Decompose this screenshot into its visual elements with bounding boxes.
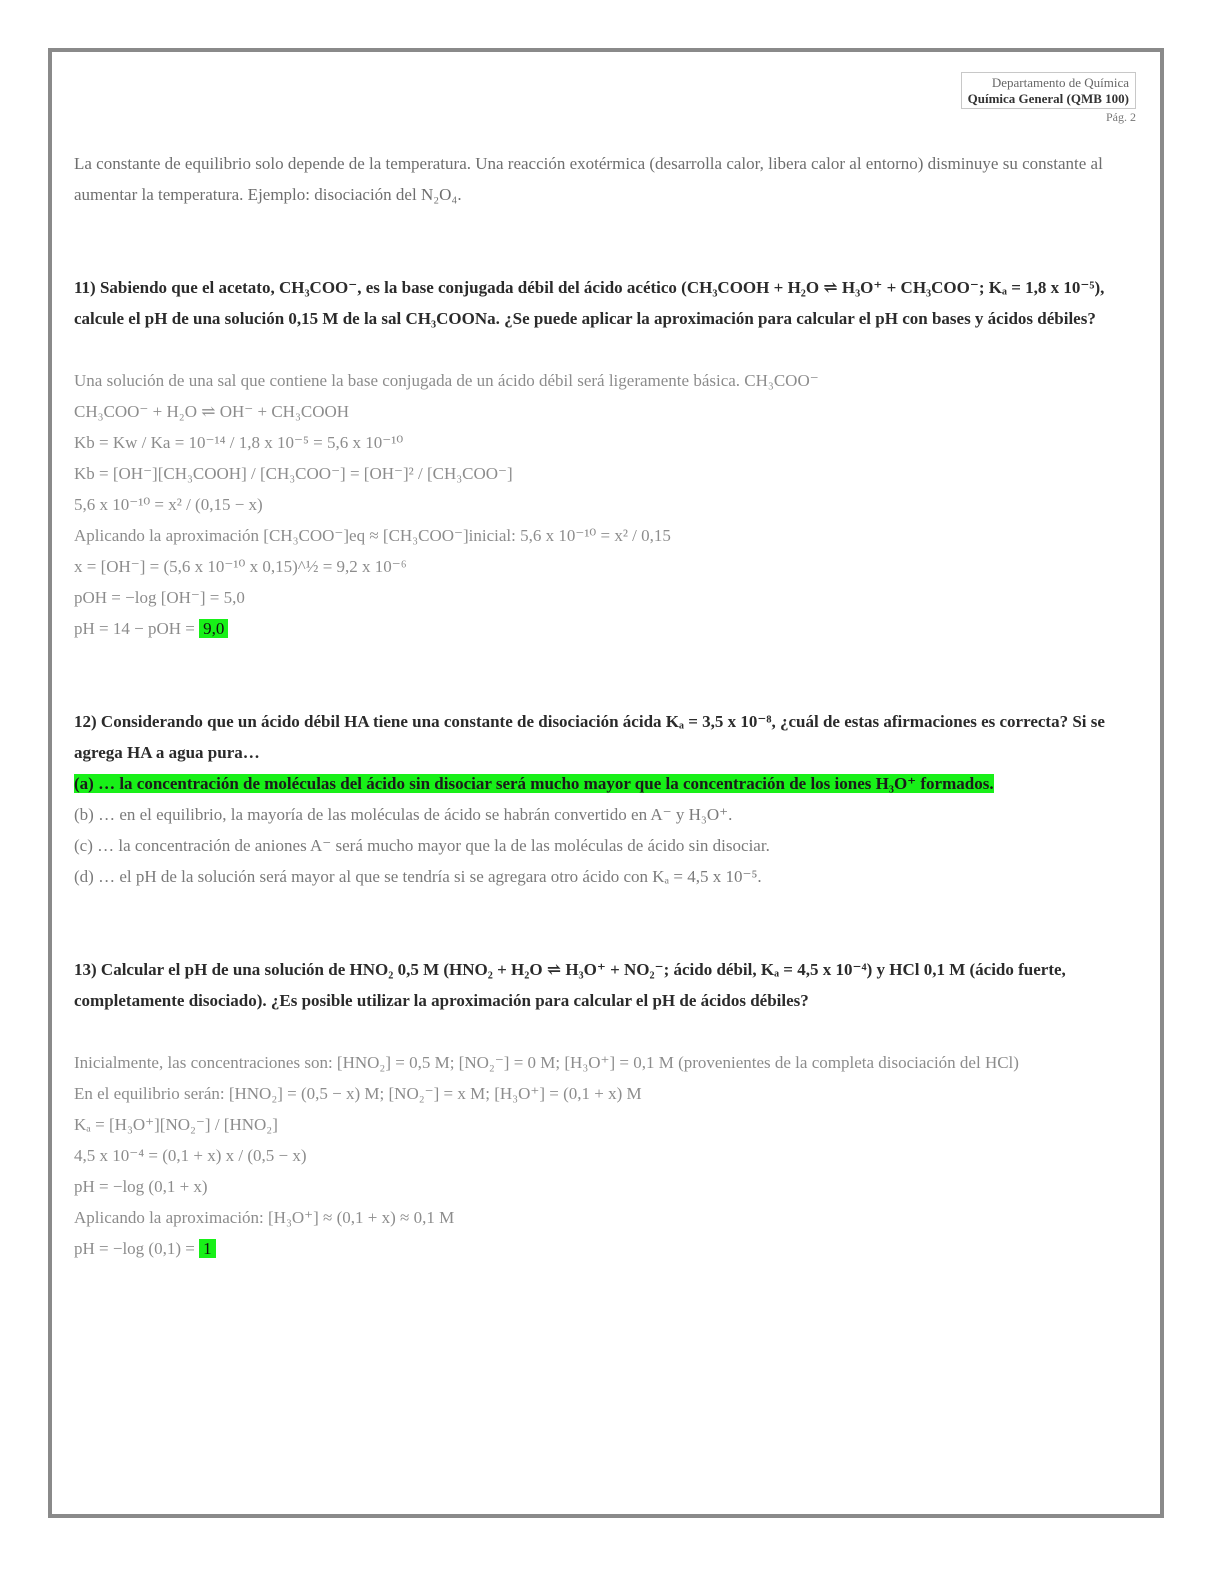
document-body (74, 148, 1140, 1264)
answer-13-line: 4,5 x 10⁻⁴ = (0,1 + x) x / (0,5 − x) (74, 1146, 307, 1165)
document-page (48, 48, 1164, 1518)
answer-11 (74, 365, 1140, 644)
answer-11-line: x = [OH⁻] = (5,6 x 10⁻¹⁰ x 0,15)^½ = 9,2 x 10⁻⁶ (74, 557, 407, 576)
question-11: 11) Sabiendo que el acetato, CH₃COO⁻, es la base conjugada débil del ácido acético (CH₃COOH + H₂O ⇌ H₃O⁺ + CH₃COO⁻; Kₐ = 1,8 x 10⁻⁵), calcule el pH de una solución 0,15 M de la sal CH₃COONa. ¿Se puede aplicar la aproximación para calcular el pH con bases y ácidos débiles? (74, 278, 1105, 328)
answer-11-highlight: 9,0 (199, 619, 228, 638)
answer-13-final-prefix: pH = −log (0,1) = (74, 1239, 200, 1258)
answer-11-line: Una solución de una sal que contiene la base conjugada de un ácido débil será ligeramente básica. CH₃COO⁻ (74, 371, 819, 390)
answer-13-line: En el equilibrio serán: [HNO₂] = (0,5 − x) M; [NO₂⁻] = x M; [H₃O⁺] = (0,1 + x) M (74, 1084, 642, 1103)
option-c: (c) … la concentración de aniones A⁻ será mucho mayor que la de las moléculas de ácido sin disociar. (74, 836, 770, 855)
answer-13-line: Aplicando la aproximación: [H₃O⁺] ≈ (0,1 + x) ≈ 0,1 M (74, 1208, 455, 1227)
page-header (961, 72, 1136, 126)
answer-11-line: 5,6 x 10⁻¹⁰ = x² / (0,15 − x) (74, 495, 263, 514)
answer-11-line: pOH = −log [OH⁻] = 5,0 (74, 588, 245, 607)
option-b: (b) … en el equilibrio, la mayoría de las moléculas de ácido se habrán convertido en A⁻ y H₃O⁺. (74, 805, 733, 824)
option-a-highlighted (74, 768, 1140, 799)
correct-option-highlight: (a) … la concentración de moléculas del ácido sin disociar será mucho mayor que la concentración de los iones H₃O⁺ formados. (74, 774, 994, 793)
answer-11-line: Aplicando la aproximación [CH₃COO⁻]eq ≈ [CH₃COO⁻]inicial: 5,6 x 10⁻¹⁰ = x² / 0,15 (74, 526, 671, 545)
answer-13-line: Kₐ = [H₃O⁺][NO₂⁻] / [HNO₂] (74, 1115, 278, 1134)
answer-11-final-prefix: pH = 14 − pOH = (74, 619, 200, 638)
answer-11-line: Kb = [OH⁻][CH₃COOH] / [CH₃COO⁻] = [OH⁻]² / [CH₃COO⁻] (74, 464, 513, 483)
answer-11-final (74, 613, 1140, 644)
header-department: Departamento de Química (991, 75, 1129, 90)
option-d: (d) … el pH de la solución será mayor al que se tendría si se agregara otro ácido con Kₐ = 4,5 x 10⁻⁵. (74, 867, 762, 886)
intro-paragraph: La constante de equilibrio solo depende de la temperatura. Una reacción exotérmica (desarrolla calor, libera calor al entorno) disminuye su constante al aumentar la temperatura. Ejemplo: disociación del N₂O₄. (74, 154, 1103, 204)
page-number: Pág. 2 (1106, 110, 1136, 124)
answer-13 (74, 1047, 1140, 1264)
question-12: 12) Considerando que un ácido débil HA tiene una constante de disociación ácida Kₐ = 3,5 x 10⁻⁸, ¿cuál de estas afirmaciones es correcta? Si se agrega HA a agua pura… (74, 712, 1105, 762)
header-box (961, 72, 1136, 109)
answer-13-final (74, 1233, 1140, 1264)
answer-13-highlight: 1 (199, 1239, 216, 1258)
answer-13-line: Inicialmente, las concentraciones son: [HNO₂] = 0,5 M; [NO₂⁻] = 0 M; [H₃O⁺] = 0,1 M (provenientes de la completa disociación del HCl) (74, 1053, 1019, 1072)
header-course: Química General (QMB 100) (967, 91, 1129, 106)
answer-13-line: pH = −log (0,1 + x) (74, 1177, 208, 1196)
answer-11-line: CH₃COO⁻ + H₂O ⇌ OH⁻ + CH₃COOH (74, 402, 350, 421)
question-13: 13) Calcular el pH de una solución de HNO₂ 0,5 M (HNO₂ + H₂O ⇌ H₃O⁺ + NO₂⁻; ácido débil, Kₐ = 4,5 x 10⁻⁴) y HCl 0,1 M (ácido fuerte, completamente disociado). ¿Es posible utilizar la aproximación para calcular el pH de ácidos débiles? (74, 960, 1066, 1010)
answer-11-line: Kb = Kw / Ka = 10⁻¹⁴ / 1,8 x 10⁻⁵ = 5,6 x 10⁻¹⁰ (74, 433, 404, 452)
